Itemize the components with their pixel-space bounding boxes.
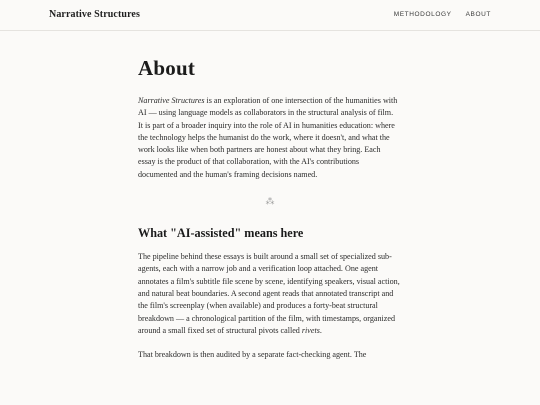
rivets-term: rivets [301,325,320,335]
page-title: About [138,56,196,80]
intro-paragraph [138,95,400,181]
nav-link-methodology[interactable]: METHODOLOGY [393,11,452,18]
nav-link-about[interactable]: ABOUT [465,11,491,18]
breakdown-paragraph: That breakdown is then audited by a separate fact-checking agent. The [138,350,367,360]
top-navigation-bar [0,0,540,31]
article-content [138,56,400,373]
pipeline-text: The pipeline behind these essays is built around a small set of specialized sub-agents, each with a narrow job and a verification loop attached. One agent annotates a film's subtitle file scene by scene, identifying speakers, visual action, and natural beat boundaries. A second agent reads that annotated transcript and the film's screenplay (when available) and produces a forty-beat structural breakdown — a chronological partition of the film, with timestamps, organized around a small fixed set of structural pivots called [138,252,400,335]
section-heading-ai-assisted: What "AI-assisted" means here [138,226,304,241]
intro-text: is an exploration of one intersection of the humanities with AI — using language models as collaborators in the structural analysis of film. It is part of a broader inquiry into the role of AI in humanities education: where the technology helps the humanist do the work, where it doesn't, and what the work looks like when both partners are honest about what they bring. Each essay is the product of that collaboration, with the AI's contributions documented and the human's framing decisions named. [138,96,398,179]
intro-italic-title: Narrative Structures [138,96,205,105]
main-nav [394,11,491,18]
section-divider-asterism: ⁂ [265,197,273,208]
pipeline-end: . [319,325,322,335]
pipeline-paragraph [138,251,400,337]
site-brand-link[interactable]: Narrative Structures [49,9,140,20]
